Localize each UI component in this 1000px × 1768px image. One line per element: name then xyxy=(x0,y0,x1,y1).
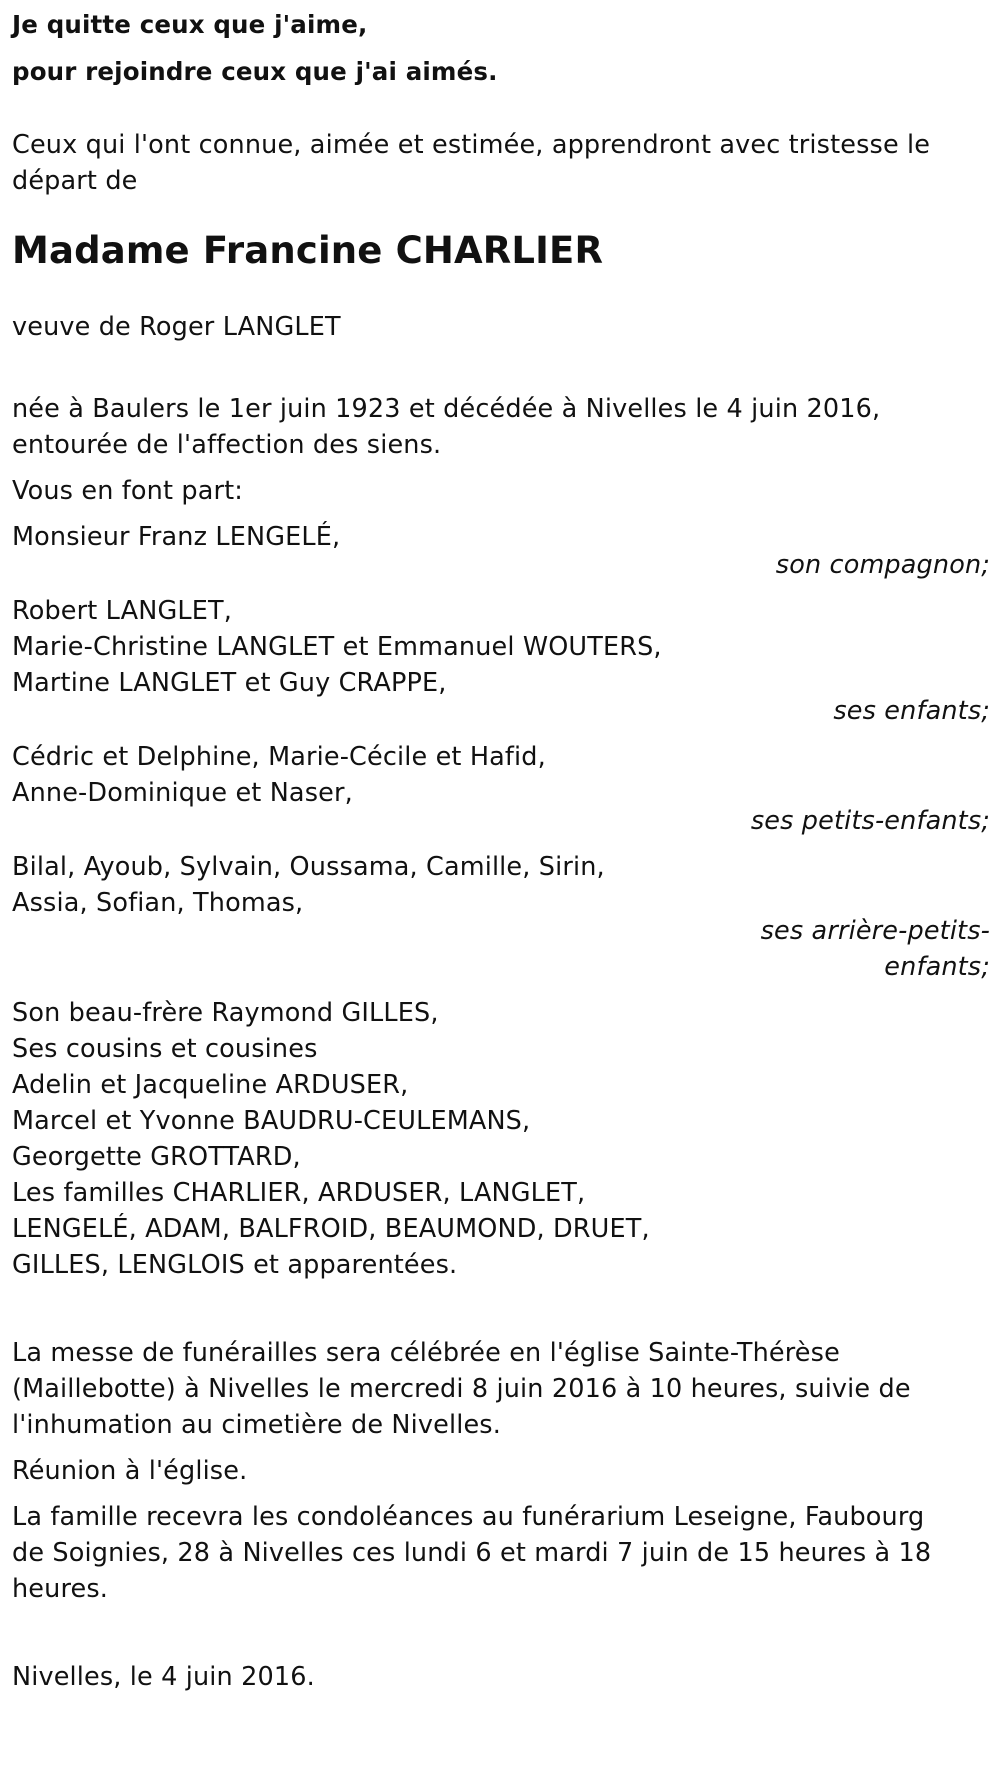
others-line: Son beau-frère Raymond GILLES, xyxy=(12,998,439,1028)
mass-paragraph xyxy=(12,1333,990,1445)
children-line: Marie-Christine LANGLET et Emmanuel WOUTERS, xyxy=(12,632,662,662)
others-group xyxy=(12,993,990,1285)
mass-line-3: l'inhumation au cimetière de Nivelles. xyxy=(12,1410,501,1440)
epigraph xyxy=(12,0,990,97)
deceased-name: Madame Francine CHARLIER xyxy=(12,229,604,272)
others-line: LENGELÉ, ADAM, BALFROID, BEAUMOND, DRUET, xyxy=(12,1214,650,1244)
birth-death-line-2: entourée de l'affection des siens. xyxy=(12,430,442,460)
epigraph-line-1: Je quitte ceux que j'aime, xyxy=(12,10,368,39)
others-line: Adelin et Jacqueline ARDUSER, xyxy=(12,1070,409,1100)
great-grandchildren-line: Assia, Sofian, Thomas, xyxy=(12,888,304,918)
intro-paragraph xyxy=(12,125,990,201)
obituary-content xyxy=(12,0,990,1697)
intro-line-2: départ de xyxy=(12,166,138,196)
others-line: Georgette GROTTARD, xyxy=(12,1142,301,1172)
mass-line-2: (Maillebotte) à Nivelles le mercredi 8 juin 2016 à 10 heures, suivie de xyxy=(12,1374,911,1404)
great-grandchildren-relation-1: ses arrière-petits- xyxy=(760,916,990,946)
others-line: Marcel et Yvonne BAUDRU-CEULEMANS, xyxy=(12,1106,531,1136)
children-line: Robert LANGLET, xyxy=(12,596,232,626)
others-line: Ses cousins et cousines xyxy=(12,1034,318,1064)
companion-line: Monsieur Franz LENGELÉ, xyxy=(12,522,341,552)
great-grandchildren-relation-2: enfants; xyxy=(884,952,990,982)
birth-death-paragraph xyxy=(12,389,990,465)
place-date: Nivelles, le 4 juin 2016. xyxy=(12,1662,315,1692)
grandchildren-line: Cédric et Delphine, Marie-Cécile et Hafid, xyxy=(12,742,546,772)
grandchildren-relation: ses petits-enfants; xyxy=(750,806,990,836)
grandchildren-line: Anne-Dominique et Naser, xyxy=(12,778,353,808)
great-grandchildren-group xyxy=(12,847,990,987)
epigraph-line-2: pour rejoindre ceux que j'ai aimés. xyxy=(12,57,498,86)
condolences-line-2: de Soignies, 28 à Nivelles ces lundi 6 et mardi 7 juin de 15 heures à 18 xyxy=(12,1538,932,1568)
announcers-heading: Vous en font part: xyxy=(12,476,244,506)
others-line: Les familles CHARLIER, ARDUSER, LANGLET, xyxy=(12,1178,586,1208)
children-group xyxy=(12,591,990,731)
condolences-paragraph xyxy=(12,1497,990,1609)
companion-group xyxy=(12,517,990,585)
widow-of: veuve de Roger LANGLET xyxy=(12,312,341,342)
birth-death-line-1: née à Baulers le 1er juin 1923 et décédée à Nivelles le 4 juin 2016, xyxy=(12,394,881,424)
mass-line-1: La messe de funérailles sera célébrée en l'église Sainte-Thérèse xyxy=(12,1338,840,1368)
meeting-note: Réunion à l'église. xyxy=(12,1456,248,1486)
children-line: Martine LANGLET et Guy CRAPPE, xyxy=(12,668,447,698)
condolences-line-1: La famille recevra les condoléances au funérarium Leseigne, Faubourg xyxy=(12,1502,925,1532)
condolences-line-3: heures. xyxy=(12,1574,109,1604)
children-relation: ses enfants; xyxy=(833,696,990,726)
others-line: GILLES, LENGLOIS et apparentées. xyxy=(12,1250,458,1280)
intro-line-1: Ceux qui l'ont connue, aimée et estimée, apprendront avec tristesse le xyxy=(12,130,931,160)
great-grandchildren-line: Bilal, Ayoub, Sylvain, Oussama, Camille, Sirin, xyxy=(12,852,605,882)
grandchildren-group xyxy=(12,737,990,841)
companion-relation: son compagnon; xyxy=(775,550,990,580)
